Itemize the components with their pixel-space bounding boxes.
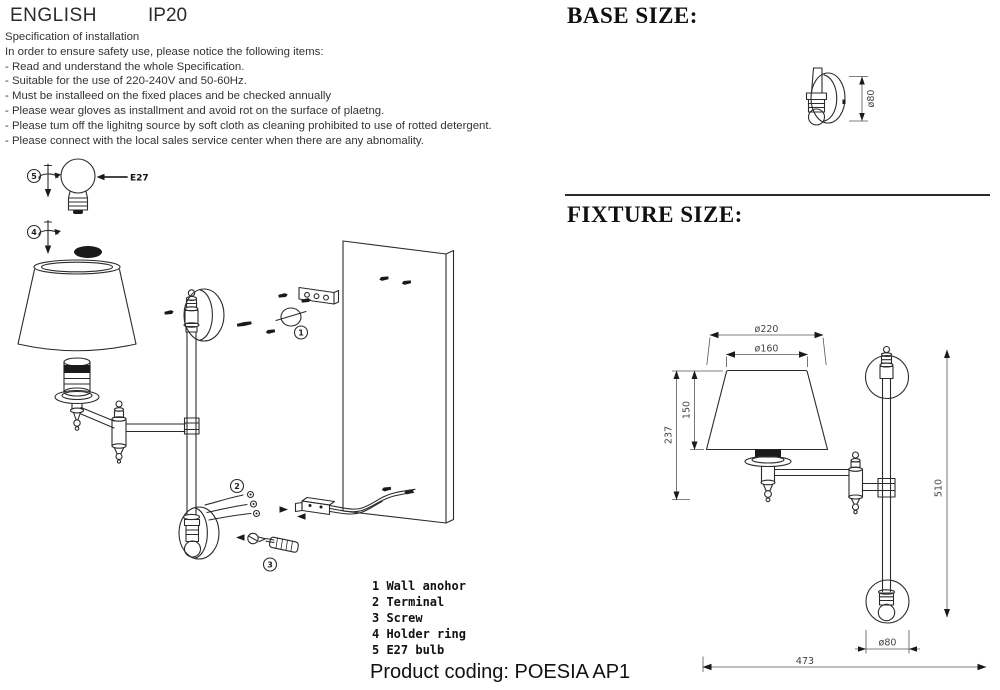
fixture-front-view bbox=[707, 347, 910, 624]
spec-item: - Must be installeed on the fixed places and be checked annually bbox=[5, 90, 332, 103]
base-diameter-label: ø80 bbox=[866, 89, 877, 108]
parts-list-item: 5 E27 bulb bbox=[372, 643, 445, 657]
socket-drawing bbox=[55, 358, 99, 430]
arrow-icon bbox=[280, 506, 289, 512]
dim-shade-top: ø160 bbox=[754, 343, 779, 355]
base-side-view bbox=[807, 68, 846, 125]
fixture-size-title: FIXTURE SIZE: bbox=[567, 202, 743, 227]
screw-icon bbox=[301, 298, 311, 304]
parts-list-item: 2 Terminal bbox=[372, 595, 445, 609]
screw-icon bbox=[278, 293, 288, 299]
arrow-icon bbox=[236, 534, 245, 540]
fixture-dimensions bbox=[664, 324, 987, 672]
ip-rating-label: IP20 bbox=[148, 5, 188, 26]
rotate-screw-icon bbox=[39, 164, 61, 198]
spec-item: - Please tum off the lighitng source by soft cloth as cleaning prohibited to use of rotted detergent. bbox=[5, 119, 492, 132]
section-divider bbox=[565, 194, 990, 196]
parts-list-item: 4 Holder ring bbox=[372, 627, 466, 641]
dim-shade-height: 150 bbox=[681, 400, 693, 420]
step-2-number: 2 bbox=[234, 482, 240, 491]
step-5-number: 5 bbox=[31, 172, 37, 181]
step-4-number: 4 bbox=[31, 228, 37, 237]
parts-list bbox=[372, 578, 466, 658]
spec-intro: In order to ensure safety use, please notice the following items: bbox=[5, 45, 324, 58]
fixture-size-drawing bbox=[650, 320, 1000, 685]
step-3-screw-group bbox=[236, 533, 298, 571]
installation-diagram bbox=[0, 150, 470, 590]
parts-list-item: 3 Screw bbox=[372, 611, 423, 625]
dim-shade-bottom: ø220 bbox=[754, 324, 779, 335]
dim-head-drop: 237 bbox=[663, 425, 675, 445]
dim-max-extension: 473 bbox=[795, 656, 815, 667]
wall-panel-drawing bbox=[343, 241, 454, 523]
wall-terminal-wiring bbox=[280, 489, 416, 519]
bulb-type-label: E27 bbox=[130, 173, 149, 184]
spec-block bbox=[5, 30, 492, 148]
arrow-icon bbox=[97, 174, 105, 180]
step-5-bulb-group bbox=[28, 159, 149, 214]
step-3-number: 3 bbox=[267, 560, 273, 570]
dim-bar-height: 510 bbox=[933, 478, 945, 498]
screw-icon bbox=[379, 276, 389, 282]
dim-base-diameter: ø80 bbox=[878, 637, 897, 649]
swing-arm-drawing bbox=[81, 401, 185, 463]
wall-anchor-icon bbox=[281, 308, 301, 326]
spec-item: - Please connect with the local sales service center when there are any abnomality. bbox=[5, 134, 424, 147]
language-label: ENGLISH bbox=[10, 5, 97, 26]
spec-item: - Please wear gloves as installment and avoid rot on the surface of plaetng. bbox=[5, 104, 385, 117]
base-diameter-dimension bbox=[849, 77, 877, 122]
screw-icon bbox=[265, 329, 275, 335]
screw-icon bbox=[164, 310, 174, 316]
parts-list-item: 1 Wall anohor bbox=[372, 579, 466, 593]
base-size-drawing bbox=[780, 55, 920, 140]
step-1-number: 1 bbox=[298, 328, 304, 338]
lamp-shade-drawing bbox=[18, 260, 136, 351]
screw-icon bbox=[401, 280, 411, 286]
bulb-icon bbox=[61, 159, 95, 193]
rotate-screw-icon bbox=[39, 221, 61, 255]
step-1-anchor-group bbox=[237, 288, 339, 340]
screw-icon bbox=[381, 486, 391, 492]
spec-title: Specification of installation bbox=[5, 31, 140, 43]
spec-item: - Read and understand the whole Specification. bbox=[5, 60, 245, 73]
spec-item: - Suitable for the use of 220-240V and 50-60Hz. bbox=[5, 75, 247, 88]
step-4-holder-ring-group bbox=[28, 221, 103, 259]
product-coding: Product coding: POESIA AP1 bbox=[370, 661, 631, 683]
holder-ring-icon bbox=[74, 246, 102, 258]
arrow-icon bbox=[297, 513, 306, 519]
base-size-title: BASE SIZE: bbox=[567, 3, 698, 28]
